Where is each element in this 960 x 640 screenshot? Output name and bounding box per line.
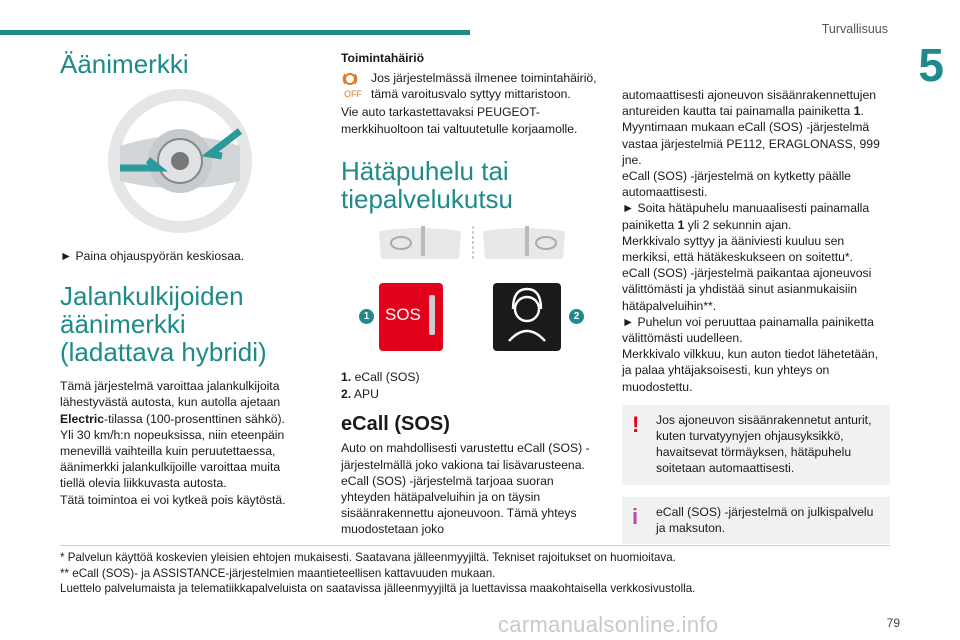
ecall-detail-3: eCall (SOS) -järjestelmä on kytketty päälle automaattisesti. xyxy=(622,169,851,200)
ecall-detail-4: ► Soita hätäpuhelu manuaalisesti painamalla painiketta 1 yli 2 sekunnin ajan. xyxy=(622,201,870,232)
info-icon: i xyxy=(632,503,639,529)
ecall-detail-2: Myyntimaan mukaan eCall (SOS) -järjestelmä vastaa järjestelmiä PE112, ERAGLONASS, 999 jne. xyxy=(622,120,880,167)
footnote-2: ** eCall (SOS)- ja ASSISTANCE-järjestelmien maantieteellisen kattavuuden mukaan. xyxy=(60,566,496,580)
warning-icon: ! xyxy=(632,411,640,437)
pedestrian-horn-title: Jalankulkijoiden äänimerkki (ladattava hybridi) xyxy=(60,281,267,368)
button-list xyxy=(341,369,603,402)
fault-title: Toimintahäiriö xyxy=(341,51,425,65)
ecall-text: Auto on mahdollisesti varustettu eCall (SOS) -järjestelmällä joko vakiona tai lisävarusteena. eCall (SOS) -järjestelmä tarjoaa suoran yhteyden hätäpalveluihin ja on täysin sisäänrakennettu ajoneuvoon. Tämä yhteys muodostetaan joko xyxy=(341,441,590,537)
warning-notice xyxy=(622,405,890,485)
emergency-buttons-illustration xyxy=(341,221,603,361)
ecall-detail-8: Merkkivalo vilkkuu, kun auton tiedot lähetetään, ja palaa yhtäjaksoisesti, kun yhteys on muodostettu. xyxy=(622,347,879,394)
fault-text: Jos järjestelmässä ilmenee toimintahäiriö, tämä varoitusvalo syttyy mittaristoon. xyxy=(371,71,597,102)
info-text: eCall (SOS) -järjestelmä on julkispalvelu ja maksuton. xyxy=(656,504,874,535)
pedestrian-text-2: Yli 30 km/h:n nopeuksissa, niin eteenpäin menevillä vaihteilla kuin peruutettaessa, äänimerkki jalankulkijoille varoittaa muita tiellä olevia liikkuvasta autosta. xyxy=(60,427,285,491)
header-bar xyxy=(0,30,470,35)
callout-1: 1 xyxy=(359,309,374,324)
section-title: Turvallisuus xyxy=(821,22,888,36)
column-emergency xyxy=(341,50,603,538)
warning-text: Jos ajoneuvon sisäänrakennetut anturit, kuten turvatyynyjen ohjausyksikkö, havaitsevat törmäyksen, hätäpuhelu soitetaan automaattisesti. xyxy=(656,412,872,476)
page-number: 79 xyxy=(886,616,900,630)
ecall-detail-6: eCall (SOS) -järjestelmä paikantaa ajoneuvosi välittömästi ja yhdistää sinut asianmukaisiin hätäpalveluihin**. xyxy=(622,266,872,313)
footnotes xyxy=(60,545,890,597)
list-item: 1. eCall (SOS) xyxy=(341,369,420,384)
chapter-number: 5 xyxy=(918,39,944,91)
ecall-detail-5: Merkkivalo syttyy ja ääniviesti kuuluu sen merkiksi, että hätäkeskukseen on soitettu*. xyxy=(622,233,854,265)
emergency-title: Hätäpuhelu tai tiepalvelukutsu xyxy=(341,155,513,214)
watermark: carmanualsonline.info xyxy=(498,612,719,637)
ecall-detail-7: ► Puhelun voi peruuttaa painamalla painiketta välittömästi uudelleen. xyxy=(622,314,874,346)
column-ecall-details xyxy=(622,87,890,544)
footnote-3: Luettelo palvelumaista ja telematiikkapalveluista on saatavissa jälleenmyyjiltä ja luettavissa maakohtaisella verkkosivustolla. xyxy=(60,582,696,595)
fault-text-2: Vie auto tarkastettavaksi PEUGEOT-merkkihuoltoon tai valtuutetulle korjaamolle. xyxy=(341,105,578,136)
sos-button[interactable]: SOS xyxy=(385,304,421,324)
steering-wheel-illustration xyxy=(60,86,300,236)
fault-row xyxy=(341,70,603,104)
footnote-1: * Palvelun käyttöä koskevien yleisien ehtojen mukaisesti. Saatavana jälleenmyyjiltä. Tekniset rajoitukset on huomioitava. xyxy=(60,551,676,564)
ecall-detail-1: automaattisesti ajoneuvon sisäänrakennettujen antureiden kautta tai painamalla painiketta 1. xyxy=(622,88,877,119)
svg-text:OFF: OFF xyxy=(344,89,362,100)
ecall-fault-warning-icon xyxy=(341,70,371,104)
pedestrian-text-1: Tämä järjestelmä varoittaa jalankulkijoita lähestyvästä autosta, kun autolla ajetaan Electric-tilassa (100-prosenttinen sähkö). xyxy=(60,379,285,426)
column-horn xyxy=(60,50,300,508)
callout-2: 2 xyxy=(569,309,584,324)
pedestrian-text-3: Tätä toimintoa ei voi kytkeä pois käytöstä. xyxy=(60,492,286,507)
horn-title: Äänimerkki xyxy=(60,49,189,79)
horn-instruction: ► Paina ohjauspyörän keskiosaa. xyxy=(60,249,245,263)
ecall-title: eCall (SOS) xyxy=(341,413,450,436)
list-item: 2. APU xyxy=(341,387,379,402)
info-notice xyxy=(622,497,890,544)
